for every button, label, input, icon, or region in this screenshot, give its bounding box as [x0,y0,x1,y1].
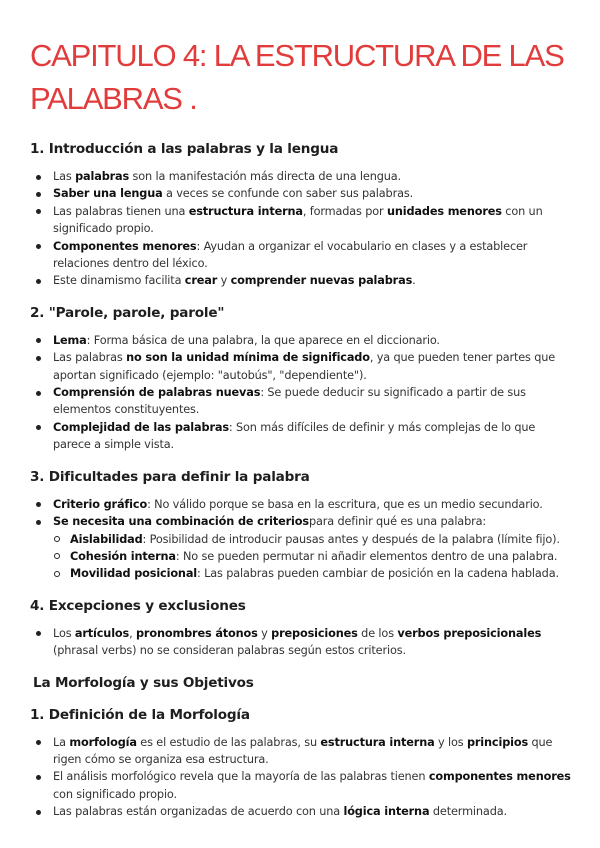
bold-text: preposiciones [271,626,358,640]
list-item [30,768,576,803]
text-run: Los [53,626,75,640]
bullet-list [30,332,576,454]
bold-text: artículos [74,626,130,640]
bold-text: Complejidad de las palabras [53,420,229,434]
sub-list-item [53,531,576,548]
list-item [30,496,576,513]
text-run: : Forma básica de una palabra, la que aparece en el diccionario. [86,333,440,347]
text-run: determinada. [429,805,507,819]
list-item [30,332,576,349]
text-run: (phrasal verbs) no se consideran palabras según estos criterios. [53,644,406,658]
bold-text: morfología [69,735,137,749]
list-item [30,272,576,289]
bold-text: Comprensión de palabras nuevas [53,386,261,400]
bold-text: Se necesita una combinación de criterios [53,515,309,529]
text-run: Este dinamismo facilita [53,274,185,288]
bold-text: comprender nuevas palabras [230,274,413,288]
text-run: , [129,626,136,640]
list-item [30,419,576,454]
text-run: : Ayudan a organizar el vocabulario en clases y a establecer relaciones dentro del léxico. [53,239,528,271]
bold-text: pronombres átonos [136,626,258,640]
text-run: Las palabras tienen una [53,204,189,218]
text-run: Las palabras [53,351,127,365]
list-item [30,803,576,820]
bullet-list [30,168,576,290]
text-run: El análisis morfológico revela que la mayoría de las palabras tienen [53,770,429,784]
bold-text: Criterio gráfico [53,497,148,511]
text-run: con significado propio. [53,787,177,801]
text-run: de los [357,626,398,640]
bold-text: Componentes menores [53,239,197,253]
bold-text: Lema [53,333,87,347]
list-item [30,349,576,384]
page-title: CAPITULO 4: LA ESTRUCTURA DE LAS PALABRAS . [30,38,564,116]
section-heading: La Morfología y sus Objetivos [33,674,254,691]
text-run: . [412,274,416,288]
bold-text: estructura interna [320,735,435,749]
text-run: , formadas por [302,204,387,218]
text-run: y [257,626,272,640]
document-body [30,140,576,821]
bullet-list [30,496,576,583]
bullet-list [30,625,576,660]
list-item [30,734,576,769]
bold-text: verbos preposicionales [397,626,542,640]
text-run: y los [434,735,467,749]
list-item [30,168,576,185]
bold-text: Aislabilidad [70,532,143,546]
section-heading: 1. Definición de la Morfología [30,706,250,723]
list-item [30,203,576,238]
section-heading: 3. Dificultades para definir la palabra [30,468,310,485]
text-run: : Son más difíciles de definir y más complejas de lo que parece a simple vista. [53,420,536,452]
section-heading: 1. Introducción a las palabras y la lengua [30,141,339,157]
text-run: : Posibilidad de introducir pausas antes y después de la palabra (límite fijo). [142,532,560,546]
text-run: Las [53,170,76,183]
section-heading: 2. "Parole, parole, parole" [30,304,225,321]
list-item [30,384,576,419]
text-run: a veces se confunde con saber sus palabras. [162,187,414,201]
section-heading: 4. Excepciones y exclusiones [30,597,246,614]
text-run: es el estudio de las palabras, su [136,735,321,749]
text-run: : Las palabras pueden cambiar de posición en la cadena hablada. [197,567,559,581]
text-run: son la manifestación más directa de una lengua. [129,170,401,183]
bold-text: crear [184,274,218,288]
bold-text: palabras [75,170,130,183]
bullet-list [30,734,576,821]
bold-text: Movilidad posicional [70,567,198,581]
text-run: para definir qué es una palabra: [308,515,487,529]
text-run: y [217,274,231,288]
bold-text: Saber una lengua [53,187,163,201]
text-run: La [53,735,70,749]
text-run: : No se pueden permutar ni añadir elementos dentro de una palabra. [175,549,558,563]
bold-text: Cohesión interna [70,549,176,563]
list-item [30,238,576,273]
list-item [30,513,576,583]
text-run: , ya que pueden tener partes que aportan significado (ejemplo: "autobús", "dependiente"). [53,351,556,382]
list-item [30,185,576,202]
bold-text: unidades menores [386,204,502,218]
sub-list-item [53,548,576,565]
sub-list-item [53,565,576,582]
bold-text: estructura interna [188,204,303,218]
text-run: que rigen cómo se organiza esa estructura. [53,735,553,766]
list-item [30,625,576,660]
sub-bullet-list [53,531,576,583]
text-run: Las palabras están organizadas de acuerdo con una [53,805,344,819]
bold-text: lógica interna [343,805,430,819]
text-run: : No válido porque se basa en la escritura, que es un medio secundario. [147,497,543,511]
bold-text: no son la unidad mínima de significado [126,351,370,365]
bold-text: componentes menores [428,770,571,784]
bold-text: principios [466,735,529,749]
text-run: : Se puede deducir su significado a partir de sus elementos constituyentes. [53,386,526,417]
text-run: con un significado propio. [53,204,543,236]
